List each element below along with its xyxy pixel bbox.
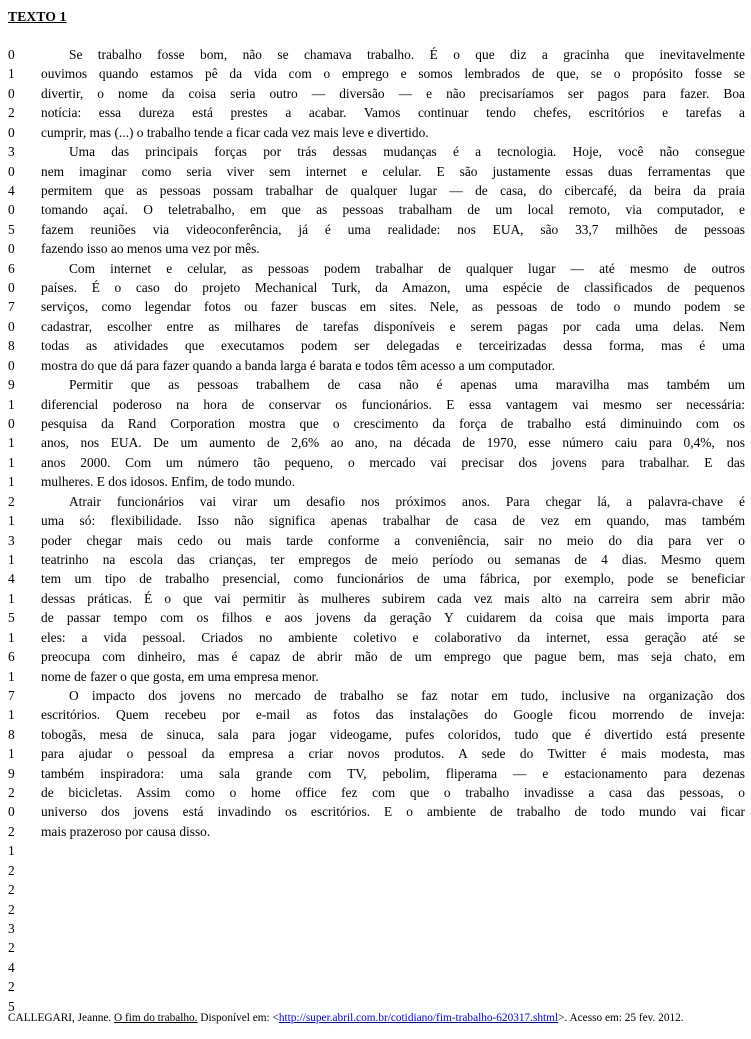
line-text: diferencial poderoso na hora de conservar os funcionários. E essa vantagem vai mesmo ser necessária: bbox=[41, 396, 745, 412]
line-number: 1 bbox=[8, 474, 15, 490]
text-line bbox=[8, 628, 745, 647]
line-number: 2 bbox=[8, 882, 15, 898]
line-number: 2 bbox=[8, 862, 15, 878]
line-number: 8 bbox=[8, 338, 15, 354]
line-text: universo dos jovens está invadindo os escritórios. E o ambiente de trabalho de todo mundo vai ficar bbox=[41, 804, 745, 820]
citation-work-title: O fim do trabalho. bbox=[114, 1012, 198, 1024]
line-text bbox=[41, 938, 745, 957]
citation bbox=[8, 1012, 747, 1024]
line-text bbox=[41, 841, 745, 860]
line-number: 4 bbox=[8, 182, 15, 198]
line-text: Permitir que as pessoas trabalhem de casa não é apenas uma maravilha mas também um bbox=[69, 377, 745, 393]
line-number: 0 bbox=[8, 804, 15, 820]
text-line bbox=[8, 764, 745, 783]
line-text: pesquisa da Rand Corporation mostra que o crescimento da força de trabalho está diminuindo com os bbox=[41, 416, 745, 432]
citation-suffix: >. Acesso em: 25 fev. 2012. bbox=[558, 1012, 684, 1024]
line-text: dessas práticas. É o que vai permitir às mulheres subirem cada vez mais alto na carreira sem abrir mão bbox=[41, 590, 745, 606]
text-line bbox=[8, 356, 745, 375]
text-line bbox=[8, 414, 745, 433]
text-line bbox=[8, 550, 745, 569]
text-line bbox=[8, 395, 745, 414]
text-line bbox=[8, 103, 745, 122]
text-line bbox=[8, 686, 745, 705]
line-text: ouvimos quando estamos pê da vida com o emprego e somos lembrados de que, se o propósito fosse se bbox=[41, 66, 745, 82]
line-number: 7 bbox=[8, 687, 15, 703]
text-line bbox=[8, 822, 745, 841]
text-line bbox=[8, 123, 745, 142]
text-line bbox=[8, 375, 745, 394]
text-line bbox=[8, 511, 745, 530]
line-text: notícia: essa dureza está prestes a acabar. Vamos continuar tendo chefes, escritórios e tarefas a bbox=[41, 105, 745, 121]
line-text: Com internet e celular, as pessoas podem trabalhar de qualquer lugar — até mesmo de outros bbox=[69, 260, 745, 276]
line-number: 3 bbox=[8, 532, 15, 548]
line-number: 6 bbox=[8, 649, 15, 665]
line-number: 7 bbox=[8, 299, 15, 315]
line-number: 1 bbox=[8, 513, 15, 529]
document-body bbox=[8, 45, 745, 1016]
line-number: 0 bbox=[8, 280, 15, 296]
text-line bbox=[8, 181, 745, 200]
line-text: divertir, o nome da coisa seria outro — diversão — e não precisaríamos ser pagos para fazer. Boa bbox=[41, 85, 745, 101]
text-line bbox=[8, 919, 745, 938]
line-text bbox=[41, 880, 745, 899]
text-line bbox=[8, 239, 745, 258]
text-line bbox=[8, 492, 745, 511]
line-number: 2 bbox=[8, 940, 15, 956]
line-text: anos, nos EUA. De um aumento de 2,6% ao ano, na década de 1970, esse número caiu para 0,4%, nos bbox=[41, 435, 745, 451]
text-line bbox=[8, 783, 745, 802]
text-line bbox=[8, 84, 745, 103]
line-number: 4 bbox=[8, 959, 15, 975]
line-number: 1 bbox=[8, 668, 15, 684]
line-text: Atrair funcionários vai virar um desafio nos próximos anos. Para chegar lá, a palavra-chave é bbox=[69, 493, 745, 509]
line-text: escritórios. Quem recebeu por e-mail as fotos das instalações do Google ficou morrendo de inveja: bbox=[41, 707, 745, 723]
text-line bbox=[8, 802, 745, 821]
line-number: 9 bbox=[8, 377, 15, 393]
line-number: 2 bbox=[8, 785, 15, 801]
line-text: uma só: flexibilidade. Isso não significa apenas trabalhar de casa de vez em quando, mas também bbox=[41, 513, 745, 529]
text-line bbox=[8, 142, 745, 161]
line-text: tomando açaí. O teletrabalho, em que as pessoas trabalham de um local remoto, via computador, e bbox=[41, 202, 745, 218]
line-number: 3 bbox=[8, 144, 15, 160]
line-text bbox=[41, 977, 745, 996]
line-number: 0 bbox=[8, 47, 15, 62]
line-number: 0 bbox=[8, 202, 15, 218]
line-number: 1 bbox=[8, 454, 15, 470]
line-number: 1 bbox=[8, 707, 15, 723]
line-text: Uma das principais forças por trás dessas mudanças é a tecnologia. Hoje, você não consegue bbox=[69, 144, 745, 160]
text-line bbox=[8, 278, 745, 297]
line-number: 5 bbox=[8, 610, 15, 626]
line-number: 1 bbox=[8, 396, 15, 412]
line-number: 1 bbox=[8, 66, 15, 82]
line-number: 2 bbox=[8, 979, 15, 995]
line-number: 6 bbox=[8, 260, 15, 276]
text-line bbox=[8, 297, 745, 316]
line-text: O impacto dos jovens no mercado de trabalho se faz notar em tudo, inclusive na organização dos bbox=[69, 687, 745, 703]
line-number: 0 bbox=[8, 163, 15, 179]
text-line bbox=[8, 841, 745, 860]
line-text: poder chegar mais cedo ou mais tarde conforme a conveniência, sair no meio do dia para ver o bbox=[41, 532, 745, 548]
text-line bbox=[8, 667, 745, 686]
line-number: 0 bbox=[8, 85, 15, 101]
line-text bbox=[41, 861, 745, 880]
line-text: mulheres. E dos idosos. Enfim, de todo mundo. bbox=[41, 474, 296, 490]
text-line bbox=[8, 938, 745, 957]
line-number: 1 bbox=[8, 435, 15, 451]
line-number: 8 bbox=[8, 726, 15, 742]
text-line bbox=[8, 977, 745, 996]
line-text: países. É o caso do projeto Mechanical Turk, da Amazon, uma espécie de classificados de pequenos bbox=[41, 280, 745, 296]
line-number: 1 bbox=[8, 843, 15, 859]
line-number: 9 bbox=[8, 765, 15, 781]
text-line bbox=[8, 569, 745, 588]
line-number: 2 bbox=[8, 105, 15, 121]
text-line bbox=[8, 608, 745, 627]
line-text: nome de fazer o que gosta, em uma empresa menor. bbox=[41, 668, 319, 684]
line-text: serviços, como legendar fotos ou fazer buscas em sites. Nele, as pessoas de todo o mundo podem se bbox=[41, 299, 745, 315]
line-text: nem imaginar como seria viver sem internet e celular. E são justamente essas duas ferramentas que bbox=[41, 163, 745, 179]
text-line bbox=[8, 64, 745, 83]
text-line bbox=[8, 531, 745, 550]
line-text: preocupa com dinheiro, mas é capaz de abrir mão de um emprego que pague bem, mas seja chato, em bbox=[41, 649, 745, 665]
text-line bbox=[8, 162, 745, 181]
text-line bbox=[8, 880, 745, 899]
line-number: 1 bbox=[8, 551, 15, 567]
text-line bbox=[8, 705, 745, 724]
text-line bbox=[8, 220, 745, 239]
text-line bbox=[8, 45, 745, 64]
line-number: 2 bbox=[8, 823, 15, 839]
line-text: cadastrar, escolher entre as milhares de tarefas disponíveis e serem pagas por cada uma delas. Nem bbox=[41, 318, 745, 334]
line-text: anos 2000. Com um número tão pequeno, o mercado vai precisar dos jovens para trabalhar. E das bbox=[41, 454, 745, 470]
line-text bbox=[41, 919, 745, 938]
text-line bbox=[8, 647, 745, 666]
line-number: 1 bbox=[8, 590, 15, 606]
line-text: teatrinho na escola das crianças, ter empregos de meio período ou semanas de 4 dias. Mesmo quem bbox=[41, 551, 745, 567]
line-text: tem um tipo de trabalho presencial, como funcionários de uma fábrica, por exemplo, pode se beneficiar bbox=[41, 571, 745, 587]
line-number: 0 bbox=[8, 318, 15, 334]
text-line bbox=[8, 200, 745, 219]
text-line bbox=[8, 336, 745, 355]
line-number: 0 bbox=[8, 124, 15, 140]
text-line bbox=[8, 589, 745, 608]
line-text: fazem reuniões via videoconferência, já é uma realidade: nos EUA, são 33,7 milhões de pessoas bbox=[41, 221, 745, 237]
text-line bbox=[8, 958, 745, 977]
line-number: 2 bbox=[8, 493, 15, 509]
text-line bbox=[8, 453, 745, 472]
line-number: 5 bbox=[8, 998, 15, 1014]
text-line bbox=[8, 725, 745, 744]
line-number: 4 bbox=[8, 571, 15, 587]
citation-link[interactable]: http://super.abril.com.br/cotidiano/fim-trabalho-620317.shtml bbox=[278, 1012, 559, 1024]
line-number: 0 bbox=[8, 357, 15, 373]
line-text: cumprir, mas (...) o trabalho tende a ficar cada vez mais leve e divertido. bbox=[41, 124, 429, 140]
text-line bbox=[8, 433, 745, 452]
line-text: também inspiradora: uma sala grande com TV, pebolim, fliperama — e estacionamento para dezenas bbox=[41, 765, 745, 781]
line-text: permitem que as pessoas possam trabalhar de qualquer lugar — de casa, do cibercafé, da beira da praia bbox=[41, 182, 745, 198]
text-line bbox=[8, 744, 745, 763]
line-text: Se trabalho fosse bom, não se chamava trabalho. É o que diz a gracinha que inevitavelmente bbox=[69, 47, 745, 62]
line-text: mais prazeroso por causa disso. bbox=[41, 823, 211, 839]
line-text: de bicicletas. Assim como o home office fez com que o trabalho invadisse a casa das pessoas, o bbox=[41, 785, 745, 801]
line-text: todas as atividades que executamos podem ser delegadas e terceirizadas dessa forma, mas é uma bbox=[41, 338, 745, 354]
line-number: 0 bbox=[8, 416, 15, 432]
line-number: 1 bbox=[8, 746, 15, 762]
line-number: 1 bbox=[8, 629, 15, 645]
text-line bbox=[8, 259, 745, 278]
line-text: de passar tempo com os filhos e aos jovens da geração Y cuidarem da coisa que mais importa para bbox=[41, 610, 745, 626]
line-number: 2 bbox=[8, 901, 15, 917]
citation-author: CALLEGARI, Jeanne. bbox=[8, 1012, 115, 1024]
text-line bbox=[8, 472, 745, 491]
page-title: TEXTO 1 bbox=[8, 9, 67, 24]
line-number: 3 bbox=[8, 920, 15, 936]
line-text: tobogãs, mesa de sinuca, sala para jogar videogame, pufes coloridos, tudo que é divertido está presente bbox=[41, 726, 745, 742]
line-text: para ajudar o pessoal da empresa a criar novos produtos. A sede do Twitter é mais modesta, mas bbox=[41, 746, 745, 762]
line-number: 5 bbox=[8, 221, 15, 237]
citation-middle: Disponível em: < bbox=[197, 1012, 279, 1024]
line-text: fazendo isso ao menos uma vez por mês. bbox=[41, 241, 260, 257]
text-line bbox=[8, 900, 745, 919]
text-line bbox=[8, 317, 745, 336]
line-number: 0 bbox=[8, 241, 15, 257]
line-text bbox=[41, 900, 745, 919]
line-text: eles: a vida pessoal. Criados no ambiente coletivo e colaborativo da internet, essa geração até se bbox=[41, 629, 745, 645]
line-text: mostra do que dá para fazer quando a banda larga é barata e todos têm acesso a um computador. bbox=[41, 357, 555, 373]
line-text bbox=[41, 958, 745, 977]
text-line bbox=[8, 861, 745, 880]
